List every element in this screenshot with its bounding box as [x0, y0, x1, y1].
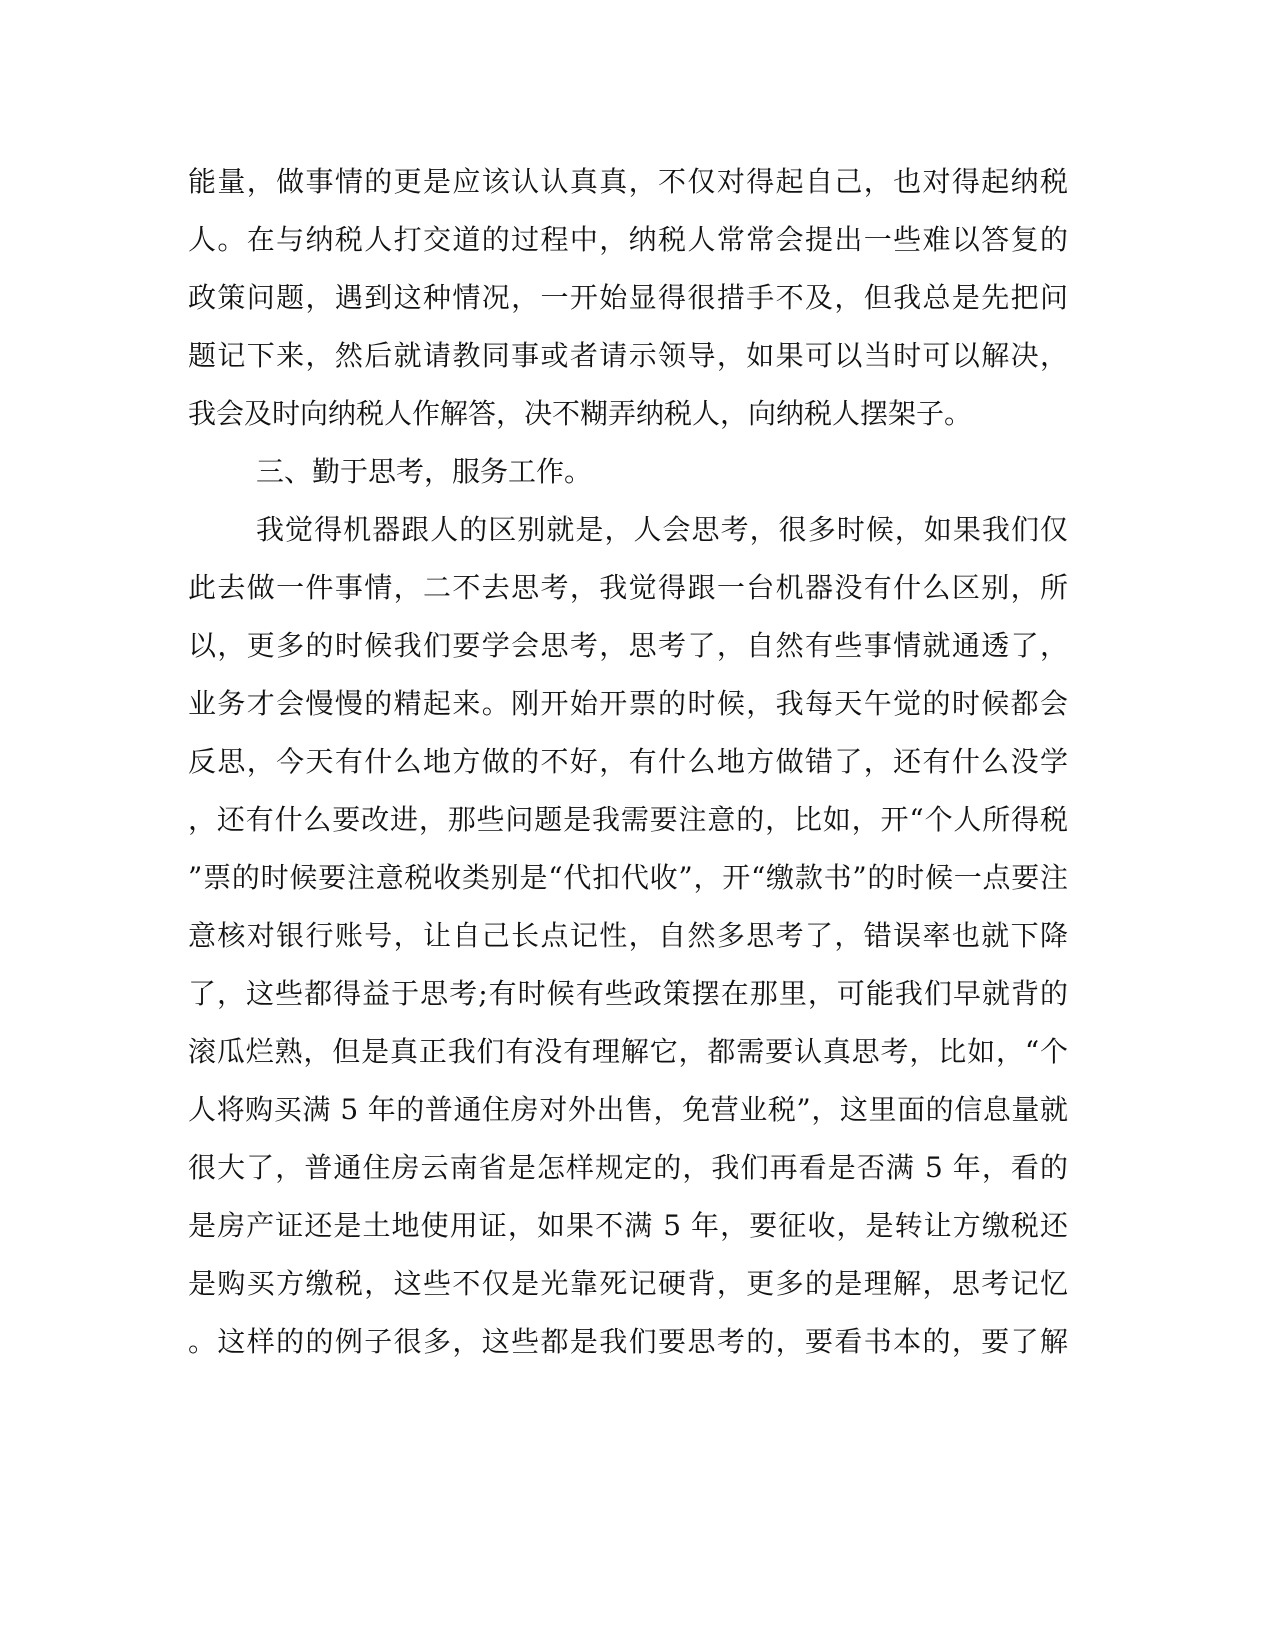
text-line: ”票的时候要注意税收类别是“代扣代收”，开“缴款书”的时候一点要注 — [188, 861, 1068, 894]
text-line: 以，更多的时候我们要学会思考，思考了，自然有些事情就通透了， — [188, 629, 1068, 662]
text-line: ，还有什么要改进，那些问题是我需要注意的，比如，开“个人所得税 — [188, 803, 1068, 836]
text-line: 此去做一件事情，二不去思考，我觉得跟一台机器没有什么区别，所 — [188, 571, 1068, 604]
text-line: 反思，今天有什么地方做的不好，有什么地方做错了，还有什么没学 — [188, 745, 1068, 778]
text-line: 。这样的的例子很多，这些都是我们要思考的，要看书本的，要了解 — [188, 1325, 1068, 1358]
text-line: 人。在与纳税人打交道的过程中，纳税人常常会提出一些难以答复的 — [188, 223, 1068, 256]
text-line: 能量，做事情的更是应该认认真真，不仅对得起自己，也对得起纳税 — [188, 165, 1068, 198]
paragraph-first-line: 我觉得机器跟人的区别就是，人会思考，很多时候，如果我们仅 — [256, 513, 1068, 546]
text-line: 我会及时向纳税人作解答，决不糊弄纳税人，向纳税人摆架子。 — [188, 397, 973, 430]
text-line: 政策问题，遇到这种情况，一开始显得很措手不及，但我总是先把问 — [188, 281, 1068, 314]
text-line: 题记下来，然后就请教同事或者请示领导，如果可以当时可以解决， — [188, 339, 1068, 372]
text-line: 了，这些都得益于思考;有时候有些政策摆在那里，可能我们早就背的 — [188, 977, 1068, 1010]
text-line: 是购买方缴税，这些不仅是光靠死记硬背，更多的是理解，思考记忆 — [188, 1267, 1068, 1300]
text-line: 很大了，普通住房云南省是怎样规定的，我们再看是否满 5 年，看的 — [188, 1151, 1068, 1184]
text-line: 业务才会慢慢的精起来。刚开始开票的时候，我每天午觉的时候都会 — [188, 687, 1068, 720]
text-line: 滚瓜烂熟，但是真正我们有没有理解它，都需要认真思考，比如，“个 — [188, 1035, 1068, 1068]
text-line: 意核对银行账号，让自己长点记性，自然多思考了，错误率也就下降 — [188, 919, 1068, 952]
text-line: 是房产证还是土地使用证，如果不满 5 年，要征收，是转让方缴税还 — [188, 1209, 1068, 1242]
section-heading: 三、勤于思考，服务工作。 — [256, 455, 593, 488]
text-line: 人将购买满 5 年的普通住房对外出售，免营业税”，这里面的信息量就 — [188, 1093, 1068, 1126]
